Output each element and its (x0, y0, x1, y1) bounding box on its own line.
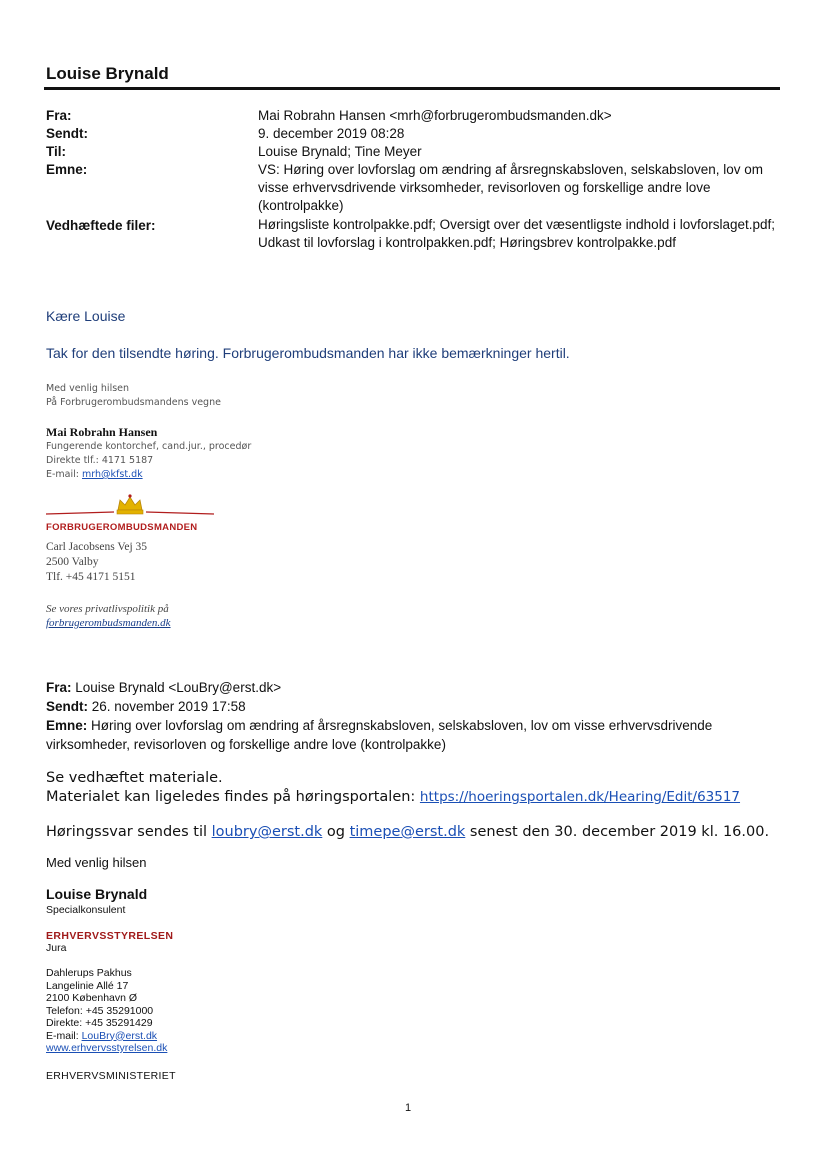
deadline-text-b: og (322, 824, 350, 840)
original-sent-label: Sendt: (46, 699, 88, 714)
reply-signature-title: Fungerende kontorchef, cand.jur., procedør (46, 441, 252, 452)
crown-icon (46, 492, 214, 520)
reply-message: Tak for den tilsendte høring. Forbrugerombudsmanden har ikke bemærkninger hertil. (46, 345, 570, 361)
sent-value: 9. december 2019 08:28 (258, 126, 405, 141)
original-line-portal (46, 787, 740, 807)
contact-direct: Direkte: +45 35291429 (46, 1017, 153, 1029)
reply-address (46, 540, 147, 585)
contact-web-link[interactable]: www.erhvervsstyrelsen.dk (46, 1042, 168, 1054)
attachments-value: Høringsliste kontrolpakke.pdf; Oversigt over det væsentligste indhold i lovforslaget.pdf; Udkast til lovforslag i kontrolpakken.pdf; Høringsbrev kontrolpakke.pdf (258, 217, 776, 250)
forbrugerombudsmanden-logo (46, 492, 214, 520)
subject-label: Emne: (46, 162, 88, 177)
reply-closing-line2: På Forbrugerombudsmandens vegne (46, 397, 221, 408)
deadline-text-a: Høringssvar sendes til (46, 824, 212, 840)
contact-email-link[interactable]: LouBry@erst.dk (81, 1029, 158, 1042)
loubry-email-link[interactable]: loubry@erst.dk (211, 824, 323, 840)
original-contact-block (46, 967, 167, 1055)
privacy-notice (46, 602, 171, 630)
original-line-deadline (46, 822, 769, 842)
page-number: 1 (405, 1102, 412, 1114)
reply-greeting: Kære Louise (46, 308, 126, 324)
original-from-label: Fra: (46, 680, 72, 695)
logo-wordmark: FORBRUGEROMBUDSMANDEN (46, 522, 198, 533)
contact-phone: Telefon: +45 35291000 (46, 1004, 154, 1017)
contact-email-row (46, 1030, 167, 1043)
org-dept: Jura (46, 942, 67, 954)
original-subject-value: Høring over lovforslag om ændring af årsregnskabsloven, selskabsloven, lov om visse erhvervsdrivende virksomheder, revisorloven og forskellige andre love (kontrolpakke) (46, 718, 713, 752)
portal-link[interactable]: https://hoeringsportalen.dk/Hearing/Edit/63517 (419, 789, 741, 805)
reply-closing (46, 382, 221, 410)
to-label: Til: (46, 144, 66, 159)
reply-email-label: E-mail: (46, 469, 83, 480)
from-label: Fra: (46, 108, 72, 123)
reply-signature-details (46, 440, 251, 482)
contact-email-label: E-mail: (46, 1029, 82, 1042)
contact-city: 2100 København Ø (46, 992, 138, 1004)
privacy-link[interactable]: forbrugerombudsmanden.dk (46, 617, 171, 629)
from-value: Mai Robrahn Hansen <mrh@forbrugerombudsmanden.dk> (258, 108, 612, 123)
reply-signature-email-row (46, 468, 251, 482)
deadline-text-c: senest den 30. december 2019 kl. 16.00. (465, 824, 770, 840)
contact-street: Langelinie Allé 17 (46, 979, 129, 992)
reply-email-link[interactable]: mrh@kfst.dk (82, 469, 143, 480)
document-title: Louise Brynald (46, 64, 169, 83)
original-signature-name: Louise Brynald (46, 886, 148, 902)
privacy-text: Se vores privatlivspolitik på (46, 603, 169, 615)
portal-text: Materialet kan ligeledes findes på høringsportalen: (46, 789, 420, 805)
original-sent (46, 697, 786, 716)
reply-address-phone: Tlf. +45 4171 5151 (46, 571, 136, 583)
original-subject-label: Emne: (46, 718, 88, 733)
to-value: Louise Brynald; Tine Meyer (258, 144, 422, 159)
title-rule (44, 87, 780, 90)
subject-value: VS: Høring over lovforslag om ændring af årsregnskabsloven, selskabsloven, lov om visse erhvervsdrivende virksomheder, revisorloven og forskellige andre love (kontrolpakke) (258, 162, 763, 213)
reply-closing-line1: Med venlig hilsen (46, 383, 130, 394)
original-sent-value: 26. november 2019 17:58 (88, 699, 246, 714)
contact-building: Dahlerups Pakhus (46, 967, 132, 979)
org-name: ERHVERVSSTYRELSEN (46, 930, 174, 942)
reply-signature-name: Mai Robrahn Hansen (46, 425, 158, 439)
reply-signature-phone: Direkte tlf.: 4171 5187 (46, 455, 154, 466)
sent-label: Sendt: (46, 126, 88, 141)
reply-address-city: 2500 Valby (46, 556, 99, 568)
original-closing: Med venlig hilsen (46, 855, 147, 870)
original-signature-title: Specialkonsulent (46, 904, 126, 916)
timepe-email-link[interactable]: timepe@erst.dk (349, 824, 466, 840)
original-from-value: Louise Brynald <LouBry@erst.dk> (71, 680, 282, 695)
original-line-attached: Se vedhæftet materiale. (46, 770, 223, 786)
ministry-name: ERHVERVSMINISTERIET (46, 1070, 176, 1082)
attachments-label: Vedhæftede filer: (46, 218, 156, 233)
original-from (46, 678, 786, 697)
reply-address-street: Carl Jacobsens Vej 35 (46, 541, 148, 553)
original-subject (46, 716, 786, 754)
